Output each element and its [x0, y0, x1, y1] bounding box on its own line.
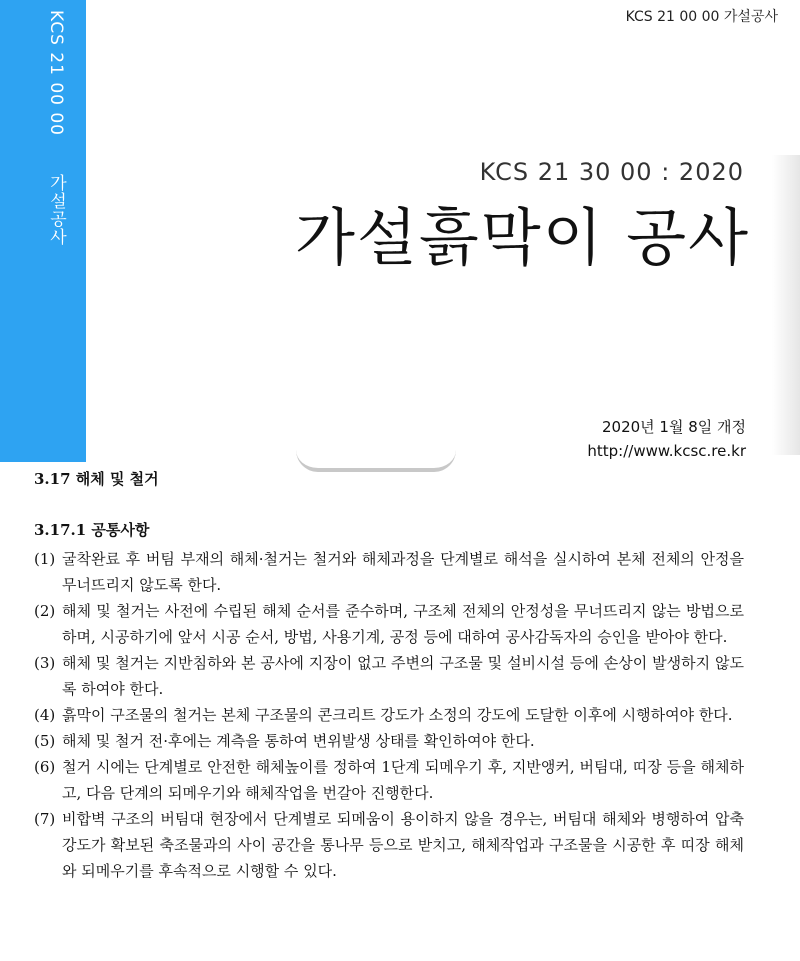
- item-text: 해체 및 철거는 사전에 수립된 해체 순서를 준수하며, 구조체 전체의 안정성을 무너뜨리지 않는 방법으로 하며, 시공하기에 앞서 시공 순서, 방법, 사용기계, 공정 등에 대하여 공사감독자의 승인을 받아야 한다.: [62, 602, 744, 646]
- item-text: 비합벽 구조의 버팀대 현장에서 단계별로 되메움이 용이하지 않을 경우는, 버팀대 해체와 병행하여 압축강도가 확보된 축조물과의 사이 공간을 통나무 등으로 받치고, 해체작업과 구조물을 시공한 후 띠장 해체와 되메우기를 후속적으로 시행할 수 있다.: [62, 810, 744, 880]
- document-title: 가설흙막이 공사: [295, 201, 750, 274]
- item-text: 철거 시에는 단계별로 안전한 해체높이를 정하여 1단계 되메우기 후, 지반앵커, 버팀대, 띠장 등을 해체하고, 다음 단계의 되메우기와 해체작업을 번갈아 진행한다.: [62, 758, 744, 802]
- subsection-heading: 3.17.1 공통사항: [34, 521, 150, 539]
- list-item: [34, 650, 744, 702]
- item-number: (5): [34, 732, 56, 750]
- item-number: (4): [34, 706, 56, 724]
- sidebar-text: [44, 10, 69, 246]
- item-text: 해체 및 철거 전·후에는 계측을 통하여 변위발생 상태를 확인하여야 한다.: [62, 732, 535, 750]
- item-number: (1): [34, 550, 56, 568]
- standard-code: KCS 21 30 00 : 2020: [479, 158, 744, 186]
- cover-edge-shadow: [772, 155, 800, 455]
- revision-date: 2020년 1월 8일 개정: [601, 418, 746, 436]
- list-item: [34, 754, 744, 806]
- item-text: 해체 및 철거는 지반침하와 본 공사에 지장이 없고 주변의 구조물 및 설비시설 등에 손상이 발생하지 않도록 하여야 한다.: [62, 654, 744, 698]
- list-item: [34, 728, 744, 754]
- running-header: KCS 21 00 00 가설공사: [625, 9, 778, 25]
- item-number: (2): [34, 602, 56, 620]
- list-item: [34, 598, 744, 650]
- sidebar-code: KCS 21 00 00: [46, 10, 66, 136]
- list-item: [34, 806, 744, 884]
- document-body: [34, 462, 744, 884]
- item-number: (7): [34, 810, 56, 828]
- sidebar-title: 가설공사: [46, 174, 66, 246]
- item-text: 흙막이 구조물의 철거는 본체 구조물의 콘크리트 강도가 소정의 강도에 도달한 이후에 시행하여야 한다.: [62, 706, 733, 724]
- item-number: (3): [34, 654, 56, 672]
- list-item: [34, 702, 744, 728]
- item-text: 굴착완료 후 버팀 부재의 해체·철거는 철거와 해체과정을 단계별로 해석을 실시하여 본체 전체의 안정을 무너뜨리지 않도록 한다.: [62, 550, 744, 594]
- list-item: [34, 546, 744, 598]
- website-url[interactable]: http://www.kcsc.re.kr: [587, 442, 746, 460]
- sidebar-band: [0, 0, 86, 462]
- item-number: (6): [34, 758, 56, 776]
- section-heading: 3.17 해체 및 철거: [34, 470, 159, 488]
- cover-page: [0, 0, 800, 462]
